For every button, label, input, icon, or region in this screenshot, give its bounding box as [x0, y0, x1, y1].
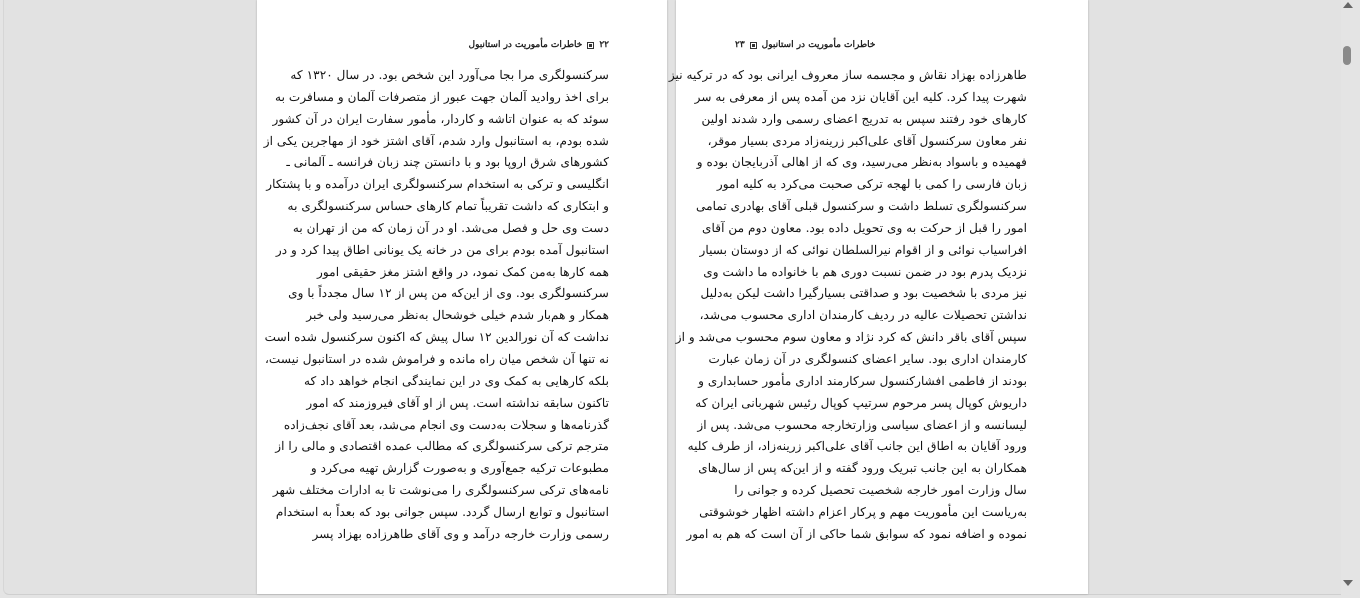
text-line: رسمی وزارت خارجه درآمد و وی آقای طاهرزاده بهزاد پسر — [312, 526, 609, 541]
page-left — [257, 0, 667, 594]
text-line: مطبوعات ترکیه جمع‌آوری و به‌صورت گزارش تهیه می‌کرد و — [310, 461, 609, 476]
text-line: سرکنسولگری تسلط داشت و سرکنسول قبلی آقای بهادری تمامی — [695, 199, 1027, 214]
text-line: لیسانسه و از اعضای سیاسی وزارتخارجه محسوب می‌شد. پس از — [697, 417, 1027, 432]
text-line: استانبول و توابع ارسال گردد. سپس جوانی بود که بعداً به استخدام — [275, 504, 609, 519]
text-line: نیز مردی با شخصیت بود و صداقتی بسیارگیرا داشت لیکن به‌دلیل — [700, 286, 1027, 301]
page-number-right: ۲۳ — [735, 40, 745, 50]
text-line: شده بودم، به استانبول وارد شدم، آقای اشتز خود از مهاجرین یکی از — [263, 133, 609, 148]
running-title-left: خاطرات مأموریت در استانبول — [468, 40, 583, 50]
running-head-left — [469, 38, 609, 52]
text-line: استانبول آمده بودم برای من در خانه یک یونانی اطاق پیدا کرد و در — [275, 242, 609, 257]
viewer-frame — [3, 0, 1341, 595]
text-line: کشورهای شرق اروپا بود و با دانستن چند زبان فرانسه ـ آلمانی ـ — [286, 155, 609, 170]
text-line: و ابتکاری که داشت تقریباً تمام کارهای حساس سرکنسولگری به — [287, 199, 609, 214]
text-line: کارمندان اداری بود. سایر اعضای کنسولگری در آن زمان عبارت — [708, 351, 1027, 366]
text-line: به‌ریاست این مأموریت مهم و پرکار اعزام داشته اظهار خوشوقتی — [699, 504, 1027, 519]
text-line: همه کارها به‌من کمک نمود، در واقع اشتز مغز حقیقی امور — [317, 264, 609, 279]
text-line: سال وزارت امور خارجه شخصیت تحصیل کرده و جوانی را — [734, 483, 1027, 498]
text-line: گذرنامه‌ها و سجلات به‌دست وی انجام می‌شد، بعد آقای نجف‌زاده — [283, 417, 609, 432]
page-right — [668, 0, 1088, 594]
text-line: سپس آقای باقر دانش که کرد نژاد و معاون سوم محسوب می‌شد و از — [675, 330, 1027, 345]
ornament-icon — [587, 42, 594, 49]
text-line: نزدیک پدرم بود در ضمن نسبت دوری هم با خانواده ما داشت وی — [703, 264, 1027, 279]
text-line: نه تنها آن شخص میان راه مانده و فراموش شده در استانبول نیست، — [265, 351, 609, 366]
text-line: مترجم ترکی سرکنسولگری که مطالب عمده اقتصادی و مالی را از — [275, 439, 609, 454]
text-line: سرکنسولگری بود. وی از این‌که من پس از ۱۲ سال مجدداً با وی — [288, 286, 609, 301]
text-line: افراسیاب نوائی و از اقوام نیرالسلطان نوائی که از دوستان بسیار — [699, 242, 1027, 257]
body-text-right — [668, 65, 1027, 546]
text-line: امور را قبل از حرکت به وی تحویل داده بود. معاون دوم من آقای — [702, 220, 1027, 235]
text-line: نموده و اضافه نمود که سوابق شما حاکی از آن است که هم به امور — [686, 526, 1027, 541]
text-line: کارهای خود رفتند سپس به تدریج اعضای رسمی وارد شدند اولین — [701, 111, 1027, 126]
text-line: زبان فارسی را کمی با لهجه ترکی صحبت می‌کرد به کلیه امور — [716, 177, 1027, 192]
text-line: تاکنون سابقه نداشته است. پس از او آقای فیروزمند که امور — [306, 395, 609, 410]
text-line: فهمیده و باسواد به‌نظر می‌رسید، وی که از اهالی آذربایجان بوده و — [696, 155, 1027, 170]
text-line: سرکنسولگری مرا بجا می‌آورد این شخص بود. در سال ۱۳۲۰ که — [290, 68, 609, 82]
text-line: بلکه کارهایی به کمک وی در این نمایندگی انجام خواهد داد که — [304, 373, 609, 388]
text-line: برای اخذ روادید آلمان جهت عبور از متصرفات آلمان و مسافرت به — [275, 89, 609, 104]
text-line: همکار و هم‌بار شدم خیلی خوشحال به‌نظر می‌رسید ولی خبر — [306, 308, 609, 323]
text-line: دست وی حل و فصل می‌شد. او در آن زمان که من از تهران به — [292, 220, 609, 235]
text-line: سوئد که به عنوان اتاشه و کاردار، مأمور سفارت ایران در آن کشور — [272, 111, 609, 126]
text-line: بودند از فاطمی افشارکنسول سرکارمند اداری مأمور حسابداری و — [698, 373, 1027, 388]
running-head-right — [735, 38, 875, 52]
text-line: همکاران به این جانب تبریک ورود گفته و از این‌که پس از سال‌های — [698, 461, 1027, 476]
text-line: انگلیسی و ترکی به استخدام سرکنسولگری ایران درآمده و با پشتکار — [266, 177, 609, 192]
text-line: نامه‌های ترکی سرکنسولگری را می‌نوشت تا به ادارات مختلف شهر — [272, 483, 609, 498]
scroll-up-arrow-icon[interactable] — [1343, 2, 1353, 8]
text-line: نداشتن تحصیلات عالیه در ردیف کارمندان اداری محسوب می‌شد، — [699, 308, 1027, 323]
scrollbar-thumb[interactable] — [1343, 46, 1351, 65]
text-line: نداشت که آن نورالدین ۱۲ سال پیش که اکنون سرکنسول شده است — [264, 330, 609, 345]
scroll-down-arrow-icon[interactable] — [1343, 580, 1353, 586]
text-line: ورود آقایان به اطاق این جانب آقای علی‌اکبر زرینه‌زاد، از طرف کلیه — [687, 439, 1027, 454]
vertical-scrollbar[interactable] — [1341, 0, 1355, 594]
page-number-left: ۲۲ — [599, 40, 609, 50]
text-line: نفر معاون سرکنسول آقای علی‌اکبر زرینه‌زاد مردی بسیار موقر، — [707, 133, 1027, 148]
text-line: طاهرزاده بهزاد نقاش و مجسمه ساز معروف ایرانی بود که در ترکیه نیز — [668, 68, 1027, 82]
running-title-right: خاطرات مأموریت در استانبول — [761, 40, 876, 50]
body-text-left — [263, 65, 609, 546]
ornament-icon — [750, 42, 757, 49]
text-line: داریوش کوپال پسر مرحوم سرتیپ کوپال رئیس شهربانی ایران که — [695, 395, 1027, 410]
text-line: شهرت پیدا کرد. کلیه این آقایان نزد من آمده پس از معرفی به سر — [694, 89, 1027, 104]
